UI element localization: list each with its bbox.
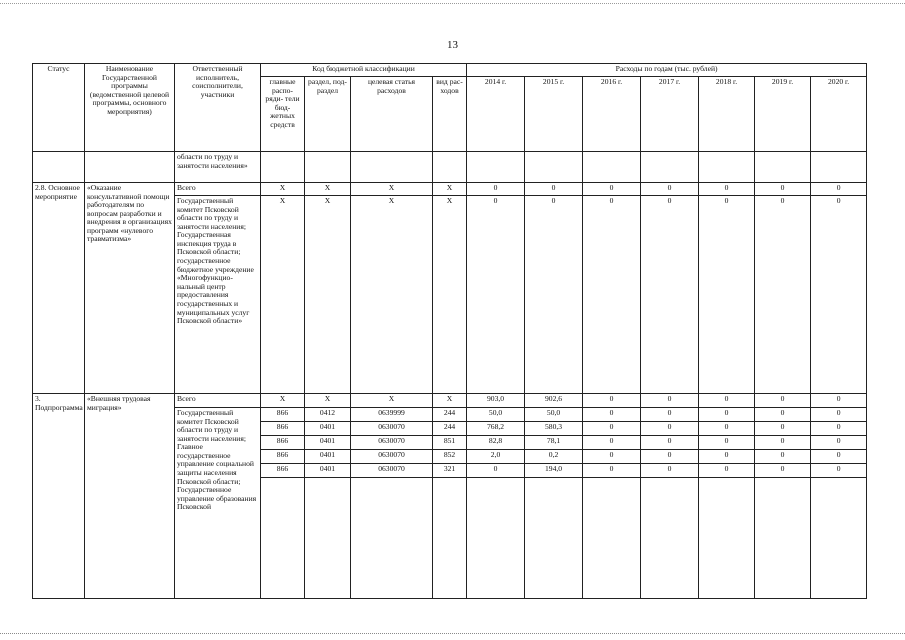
row-executor-total: Всего bbox=[175, 394, 261, 408]
value-cell: 0 bbox=[583, 408, 641, 422]
code-cell: 244 bbox=[433, 422, 467, 436]
header-grbs: главные распо- ряди- тели бюд- жетных средств bbox=[261, 77, 305, 152]
header-year: 2015 г. bbox=[525, 77, 583, 152]
code-cell: 0630070 bbox=[351, 436, 433, 450]
header-expenses: Расходы по годам (тыс. рублей) bbox=[467, 64, 867, 77]
value-cell: 0 bbox=[583, 436, 641, 450]
code-cell: 866 bbox=[261, 408, 305, 422]
code-cell: Х bbox=[351, 394, 433, 408]
value-cell: 0 bbox=[755, 196, 811, 394]
value-cell: 0 bbox=[811, 394, 867, 408]
value-cell: 0 bbox=[755, 394, 811, 408]
value-cell: 0 bbox=[755, 450, 811, 464]
code-cell: Х bbox=[433, 196, 467, 394]
code-cell: 0401 bbox=[305, 450, 351, 464]
header-year: 2019 г. bbox=[755, 77, 811, 152]
header-year: 2020 г. bbox=[811, 77, 867, 152]
value-cell: 0 bbox=[811, 422, 867, 436]
header-executors: Ответственный исполнитель, соисполнители, участники bbox=[175, 64, 261, 152]
code-cell: 0401 bbox=[305, 422, 351, 436]
value-cell: 0 bbox=[699, 436, 755, 450]
scan-edge-bottom bbox=[0, 633, 905, 635]
code-cell: Х bbox=[261, 394, 305, 408]
header-name: Наименование Государственной программы (ведомственной целевой программы, основного мероприятия) bbox=[85, 64, 175, 152]
code-cell: 0401 bbox=[305, 464, 351, 478]
code-cell: 866 bbox=[261, 464, 305, 478]
page-number: 13 bbox=[447, 39, 458, 51]
code-cell: Х bbox=[433, 183, 467, 196]
value-cell: 0,2 bbox=[525, 450, 583, 464]
code-cell: Х bbox=[305, 196, 351, 394]
code-cell: 852 bbox=[433, 450, 467, 464]
value-cell: 0 bbox=[641, 464, 699, 478]
value-cell: 0 bbox=[525, 196, 583, 394]
code-cell: 866 bbox=[261, 422, 305, 436]
value-cell: 0 bbox=[641, 196, 699, 394]
scan-edge-top bbox=[0, 3, 905, 5]
header-target: целевая статья расходов bbox=[351, 77, 433, 152]
value-cell: 0 bbox=[467, 196, 525, 394]
row-executor: Всего bbox=[175, 183, 261, 196]
code-cell: Х bbox=[261, 183, 305, 196]
value-cell: 0 bbox=[525, 183, 583, 196]
row-status: 2.8. Основное мероприятие bbox=[33, 183, 85, 394]
value-cell: 0 bbox=[699, 464, 755, 478]
row-executor: Государственный комитет Псковской области по труду и занятости населения; Главное государственное управление социальной защиты населения Псковской области; Государственное управление образования Псковской bbox=[175, 408, 261, 599]
header-year: 2016 г. bbox=[583, 77, 641, 152]
value-cell: 0 bbox=[583, 196, 641, 394]
header-type: вид рас- ходов bbox=[433, 77, 467, 152]
value-cell: 0 bbox=[583, 183, 641, 196]
value-cell: 0 bbox=[699, 196, 755, 394]
value-cell: 0 bbox=[583, 394, 641, 408]
value-cell: 78,1 bbox=[525, 436, 583, 450]
value-cell: 50,0 bbox=[525, 408, 583, 422]
value-cell: 0 bbox=[699, 408, 755, 422]
row-name: «Внешняя трудовая миграция» bbox=[85, 394, 175, 599]
value-cell: 0 bbox=[467, 183, 525, 196]
value-cell: 903,0 bbox=[467, 394, 525, 408]
value-cell: 0 bbox=[755, 464, 811, 478]
value-cell: 0 bbox=[755, 183, 811, 196]
value-cell: 0 bbox=[811, 450, 867, 464]
continuation-row bbox=[33, 152, 867, 183]
code-cell: 866 bbox=[261, 450, 305, 464]
value-cell: 50,0 bbox=[467, 408, 525, 422]
value-cell: 0 bbox=[699, 394, 755, 408]
value-cell: 0 bbox=[641, 422, 699, 436]
code-cell: 0639999 bbox=[351, 408, 433, 422]
row-status: 3. Подпрограмма bbox=[33, 394, 85, 599]
value-cell: 0 bbox=[583, 450, 641, 464]
value-cell: 2,0 bbox=[467, 450, 525, 464]
code-cell: 0630070 bbox=[351, 450, 433, 464]
budget-table bbox=[32, 63, 867, 599]
code-cell: Х bbox=[351, 183, 433, 196]
value-cell: 0 bbox=[641, 183, 699, 196]
header-year: 2017 г. bbox=[641, 77, 699, 152]
continuation-executor: области по труду и занятости населения» bbox=[175, 152, 261, 183]
code-cell: 321 bbox=[433, 464, 467, 478]
code-cell: 0401 bbox=[305, 436, 351, 450]
table-row bbox=[33, 183, 867, 196]
code-cell: 0412 bbox=[305, 408, 351, 422]
value-cell: 0 bbox=[811, 464, 867, 478]
value-cell: 0 bbox=[641, 394, 699, 408]
value-cell: 0 bbox=[699, 422, 755, 436]
value-cell: 580,3 bbox=[525, 422, 583, 436]
value-cell: 0 bbox=[641, 436, 699, 450]
code-cell: Х bbox=[305, 394, 351, 408]
table-row bbox=[33, 394, 867, 408]
code-cell: 0630070 bbox=[351, 422, 433, 436]
row-name: «Оказание консультативной помощи работодателям по вопросам разработки и внедрения в организациях программ «нулевого травматизма» bbox=[85, 183, 175, 394]
header-year: 2018 г. bbox=[699, 77, 755, 152]
value-cell: 0 bbox=[583, 464, 641, 478]
value-cell: 902,6 bbox=[525, 394, 583, 408]
value-cell: 0 bbox=[755, 408, 811, 422]
code-cell: Х bbox=[433, 394, 467, 408]
value-cell: 0 bbox=[641, 408, 699, 422]
header-status: Статус bbox=[33, 64, 85, 152]
row-executor: Государственный комитет Псковской области по труду и занятости населения; Государственная инспекция труда в Псковской области; государственное бюджетное учреждение «Многофункцио- нальный центр предоставления государственных и муниципальных услуг Псковской области» bbox=[175, 196, 261, 394]
code-cell: 851 bbox=[433, 436, 467, 450]
value-cell: 0 bbox=[583, 422, 641, 436]
code-cell: 0630070 bbox=[351, 464, 433, 478]
value-cell: 0 bbox=[811, 436, 867, 450]
value-cell: 0 bbox=[811, 183, 867, 196]
code-cell: 866 bbox=[261, 436, 305, 450]
value-cell: 0 bbox=[467, 464, 525, 478]
value-cell: 0 bbox=[755, 436, 811, 450]
code-cell: Х bbox=[351, 196, 433, 394]
value-cell: 0 bbox=[699, 450, 755, 464]
value-cell: 194,0 bbox=[525, 464, 583, 478]
code-cell: 244 bbox=[433, 408, 467, 422]
value-cell: 0 bbox=[699, 183, 755, 196]
value-cell: 0 bbox=[811, 196, 867, 394]
value-cell: 82,8 bbox=[467, 436, 525, 450]
code-cell: Х bbox=[305, 183, 351, 196]
code-cell: Х bbox=[261, 196, 305, 394]
value-cell: 0 bbox=[755, 422, 811, 436]
header-year: 2014 г. bbox=[467, 77, 525, 152]
value-cell: 0 bbox=[811, 408, 867, 422]
value-cell: 768,2 bbox=[467, 422, 525, 436]
value-cell: 0 bbox=[641, 450, 699, 464]
header-section: раздел, под- раздел bbox=[305, 77, 351, 152]
header-budget-code: Код бюджетной классификации bbox=[261, 64, 467, 77]
